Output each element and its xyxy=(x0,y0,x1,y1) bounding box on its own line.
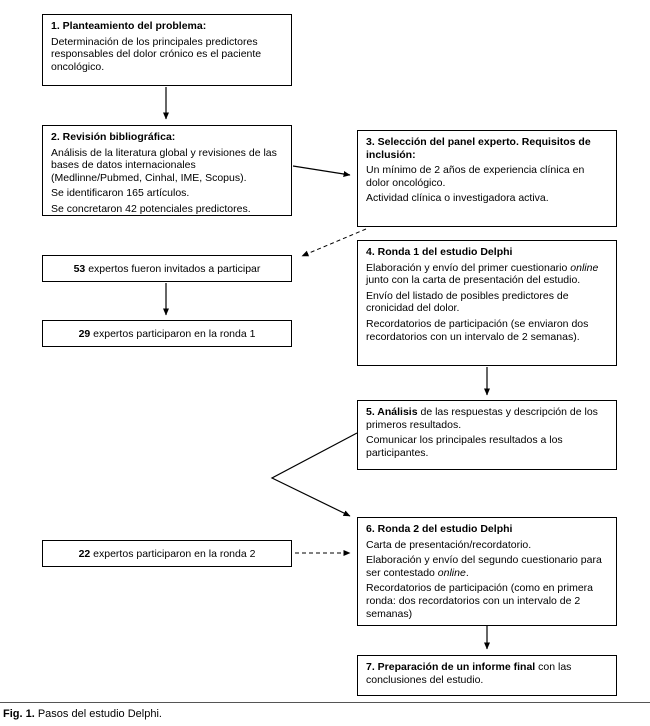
flow-box-step1 xyxy=(42,14,292,86)
step4-online-italic: online xyxy=(570,261,599,274)
step6-paragraph-2 xyxy=(366,554,608,579)
step4-paragraph-3: Recordatorios de participación (se enviaron dos recordatorios con un intervalo de 2 semanas). xyxy=(366,317,589,343)
step4-p1-a: Elaboración y envío del primer cuestionario xyxy=(366,261,571,274)
arrow-step2-to-step3 xyxy=(293,166,350,175)
flow-box-step6 xyxy=(357,517,617,626)
step5-title-rest: de las respuestas y descripción de los primeros resultados. xyxy=(366,406,598,431)
step6-online-italic: online xyxy=(437,566,466,579)
step7-title xyxy=(366,661,608,686)
step6-p2-a: Elaboración y envío del segundo cuestionario para ser contestado xyxy=(366,554,602,579)
figure-caption-label: Fig. 1. xyxy=(3,708,35,720)
annotation-invited-box xyxy=(42,255,292,282)
round1-count: 29 xyxy=(78,327,91,340)
round2-count: 22 xyxy=(78,547,91,560)
annotation-round2-box xyxy=(42,540,292,567)
step5-title-bold: 5. Análisis xyxy=(366,406,418,418)
flow-box-step3 xyxy=(357,130,617,227)
step7-title-bold: 7. Preparación de un informe final xyxy=(366,661,536,673)
flow-box-step4 xyxy=(357,240,617,366)
round1-label: expertos participaron en la ronda 1 xyxy=(90,327,256,340)
step3-body-1: Un mínimo de 2 años de experiencia clínica en dolor oncológico. xyxy=(366,164,585,189)
step1-body: Determinación de los principales predictores responsables del dolor crónico es el paciente oncológico. xyxy=(51,35,262,73)
annotation-invited-text xyxy=(74,263,261,275)
step2-body-3: Se concretaron 42 potenciales predictores. xyxy=(51,202,251,215)
step4-title: 4. Ronda 1 del estudio Delphi xyxy=(366,246,513,258)
round2-label: expertos participaron en la ronda 2 xyxy=(90,547,256,560)
step4-paragraph-1 xyxy=(366,262,608,287)
step6-paragraph-1: Carta de presentación/recordatorio. xyxy=(366,538,532,551)
flow-box-step7 xyxy=(357,655,617,696)
step3-title: 3. Selección del panel experto. Requisitos de inclusión: xyxy=(366,136,591,161)
step2-title: 2. Revisión bibliográfica: xyxy=(51,131,176,143)
flow-box-step5 xyxy=(357,400,617,470)
annotation-round2-text xyxy=(79,548,256,560)
step5-title xyxy=(366,406,608,431)
figure-caption-text: Pasos del estudio Delphi. xyxy=(34,708,162,720)
step3-body-2: Actividad clínica o investigadora activa. xyxy=(366,192,549,205)
step1-title: 1. Planteamiento del problema: xyxy=(51,20,207,32)
step6-p2-b: . xyxy=(465,566,469,579)
step4-p1-b: junto con la carta de presentación del estudio. xyxy=(366,274,581,287)
caption-divider xyxy=(0,702,650,703)
step7-title-rest: con las conclusiones del estudio. xyxy=(366,661,572,686)
step5-paragraph-1: Comunicar los principales resultados a los participantes. xyxy=(366,434,563,459)
flow-box-step2 xyxy=(42,125,292,216)
invited-count: 53 xyxy=(73,262,86,275)
figure-caption xyxy=(3,708,162,720)
arrow-step5-to-step6 xyxy=(272,433,357,516)
step2-body-2: Se identificaron 165 artículos. xyxy=(51,187,190,200)
annotation-round1-text xyxy=(79,328,256,340)
invited-label: expertos fueron invitados a participar xyxy=(85,262,261,275)
annotation-round1-box xyxy=(42,320,292,347)
step4-paragraph-2: Envío del listado de posibles predictores de cronicidad del dolor. xyxy=(366,289,569,315)
step6-paragraph-3: Recordatorios de participación (como en primera ronda: dos recordatorios con un intervalo de 2 semanas) xyxy=(366,582,594,620)
step2-body-1: Análisis de la literatura global y revisiones de las bases de datos internacionales (Medlinne/Pubmed, Cinhal, IME, Scopus). xyxy=(51,146,277,184)
step6-title: 6. Ronda 2 del estudio Delphi xyxy=(366,523,513,535)
